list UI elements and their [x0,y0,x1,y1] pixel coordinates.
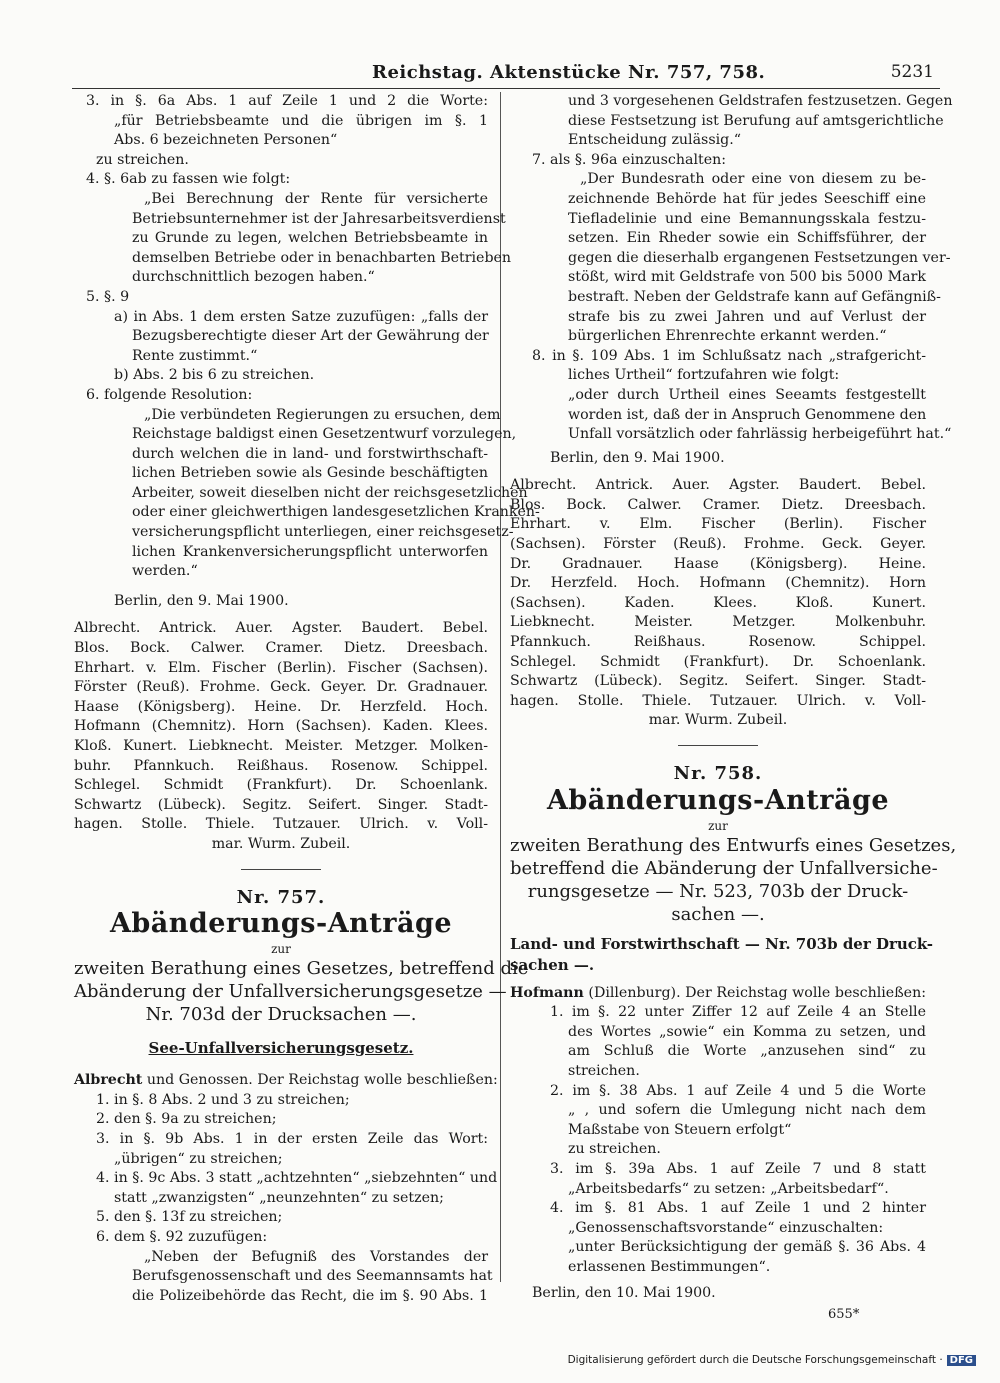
subtitle-line: Nr. 703d der Drucksachen —. [145,1004,417,1026]
nr758-section [510,934,933,976]
text-line: „für Betriebsbeamte und die übrigen im §. 1 [114,112,488,129]
nr758-number: Nr. 758. [673,763,763,784]
text-line: 3. in §. 6a Abs. 1 auf Zeile 1 und 2 die Worte: [86,93,488,109]
text-line: Reichstage baldigst einen Gesetzentwurf vorzulegen, [132,426,517,443]
list-item: „Arbeitsbedarfs“ zu setzen: „Arbeitsbedarf“. [568,1180,889,1197]
text-line: diese Festsetzung ist Berufung auf amtsgerichtliche [568,112,944,129]
digitization-credit [568,1354,976,1366]
text-line: bestraft. Neben der Geldstrafe kann auf Gefängniß- [568,288,941,305]
list-item: 6. dem §. 92 zuzufügen: [96,1228,268,1245]
nr758-intro [510,984,926,1004]
nr757-intro-rest: und Genossen. Der Reichstag wolle beschließen: [142,1072,498,1089]
signatory-line: buhr. Pfannkuch. Reißhaus. Rosenow. Schippel. [74,757,488,774]
column-divider [500,92,501,1282]
text-line: zu Grunde zu legen, welchen Betriebsbeamte in [132,230,488,247]
nr757-intro [74,1071,498,1091]
dfg-logo: DFG [947,1355,976,1366]
subtitle-line: sachen —. [671,903,765,925]
text-line: „Der Bundesrath oder eine von diesem zu be- [580,171,926,188]
list-item: des Wortes „sowie“ ein Komma zu setzen, und [568,1023,926,1040]
text-line: Bezugsberechtigte dieser Art der Gewährung der [132,328,489,345]
list-item: am Schluß die Worte „anzusehen sind“ zu [568,1043,926,1060]
text-line: setzen. Ein Rheder sowie ein Schiffsführer, der [568,230,926,247]
signatory-line: Förster (Reuß). Frohme. Geck. Geyer. Dr. Gradnauer. [74,679,488,696]
text-line: demselben Betriebe oder in benachbarten Betrieben [132,249,512,266]
signatory-line: Schlegel. Schmidt (Frankfurt). Dr. Schoenlank. [510,653,926,670]
text-line: 5. §. 9 [86,288,130,305]
section-line: Land- und Forstwirthschaft — Nr. 703b der Druck- [510,934,933,953]
signatory-line: Albrecht. Antrick. Auer. Agster. Baudert. Bebel. [74,620,488,637]
text-line: Betriebsunternehmer ist der Jahresarbeitsverdienst [132,210,506,227]
right-signatories-last: mar. Wurm. Zubeil. [648,712,788,729]
list-item: 1. im §. 22 unter Ziffer 12 auf Zeile 4 an Stelle [550,1004,926,1021]
signatory-line: hagen. Stolle. Thiele. Tutzauer. Ulrich. v. Voll- [74,816,488,833]
list-item: 3. in §. 9b Abs. 1 in der ersten Zeile das Wort: [96,1130,488,1147]
text-line: stößt, wird mit Geldstrafe von 500 bis 5000 Mark [568,269,926,286]
list-item: Maßstabe von Steuern erfolgt“ [568,1121,792,1138]
left-signatories-last: mar. Wurm. Zubeil. [211,835,351,852]
list-item: 5. den §. 13f zu streichen; [96,1209,283,1226]
nr757-intro-name: Albrecht [74,1072,143,1089]
header-rule [72,88,940,89]
text-line: a) in Abs. 1 dem ersten Satze zuzufügen: „falls der [114,308,488,325]
signatory-line: Dr. Gradnauer. Haase (Königsberg). Heine. [510,555,926,572]
signatory-line: Blos. Bock. Calwer. Cramer. Dietz. Dreesbach. [510,496,926,513]
text-line: Entscheidung zulässig.“ [568,132,741,149]
list-item: „unter Berücksichtigung der gemäß §. 36 Abs. 4 [568,1239,926,1256]
subtitle-line: zweiten Berathung des Entwurfs eines Gesetzes, [510,834,957,856]
signatory-line: Schwartz (Lübeck). Segitz. Seifert. Singer. Stadt- [74,796,488,813]
right-top-items [510,92,953,445]
text-line: oder einer gleichwerthigen landesgesetzlichen Kranken- [132,504,540,521]
text-line: zeichnende Behörde hat für jedes Seeschiff eine [568,190,926,207]
left-column [74,92,540,1306]
text-line: durchschnittlich bezogen haben.“ [132,269,375,286]
list-item: „Genossenschaftsvorstande“ einzuschalten: [568,1219,884,1236]
text-line: b) Abs. 2 bis 6 zu streichen. [114,367,315,384]
signatory-line: Pfannkuch. Reißhaus. Rosenow. Schippel. [510,634,926,651]
nr758-date: Berlin, den 10. Mai 1900. [532,1284,716,1301]
signatory-line: Hofmann (Chemnitz). Horn (Sachsen). Kaden. Klees. [74,718,488,735]
signatory-line: hagen. Stolle. Thiele. Tutzauer. Ulrich. v. Voll- [510,692,926,709]
subtitle-line: zweiten Berathung eines Gesetzes, betreffend die [74,958,529,980]
nr757-subtitle [74,957,529,1026]
signatory-line: Ehrhart. v. Elm. Fischer (Berlin). Fischer [510,516,926,533]
signatory-line: Haase (Königsberg). Heine. Dr. Herzfeld. Hoch. [74,698,488,715]
separator [241,869,321,870]
signatory-line: Schwartz (Lübeck). Segitz. Seifert. Singer. Stadt- [510,673,926,690]
signatory-line: (Sachsen). Kaden. Klees. Kloß. Kunert. [510,594,926,611]
subtitle-line: betreffend die Abänderung der Unfallversiche- [510,857,938,879]
nr757-items [74,1091,498,1307]
nr758-subtitle [510,834,957,926]
list-item: 4. in §. 9c Abs. 3 statt „achtzehnten“ „siebzehnten“ und [96,1170,498,1187]
signatory-line: Dr. Herzfeld. Hoch. Hofmann (Chemnitz). Horn [510,575,926,592]
text-line: versicherungspflicht unterliegen, einer reichsgesetz- [132,524,514,541]
signatory-line: Ehrhart. v. Elm. Fischer (Berlin). Fischer (Sachsen). [74,659,488,676]
nr758-intro-name: Hofmann [510,984,584,1001]
list-item: „übrigen“ zu streichen; [114,1150,283,1167]
left-top-items [74,92,540,582]
text-line: Abs. 6 bezeichneten Personen“ [114,132,338,149]
list-item: Berufsgenossenschaft und des Seemannsamts hat [132,1268,493,1285]
signatory-line: (Sachsen). Förster (Reuß). Frohme. Geck. Geyer. [510,536,926,553]
list-item: 1. in §. 8 Abs. 2 und 3 zu streichen; [96,1091,350,1108]
text-line: „oder durch Urtheil eines Seeamts festgestellt [568,386,926,403]
signatory-line: Kloß. Kunert. Liebknecht. Meister. Metzger. Molken- [74,738,488,754]
list-item: 2. den §. 9a zu streichen; [96,1111,277,1128]
signatory-line: Liebknecht. Meister. Metzger. Molkenbuhr. [510,614,926,631]
list-item: 3. im §. 39a Abs. 1 auf Zeile 7 und 8 statt [550,1160,926,1177]
text-line: Tiefladelinie und eine Bemannungsskala festzu- [568,210,926,227]
credit-text: Digitalisierung gefördert durch die Deutsche Forschungsgemeinschaft · [567,1354,943,1366]
text-line: zu streichen. [96,151,189,168]
header-title: Reichstag. Aktenstücke Nr. 757, 758. [372,62,766,83]
text-line: werden.“ [132,563,198,580]
left-date: Berlin, den 9. Mai 1900. [114,592,289,609]
signatory-line: Blos. Bock. Calwer. Cramer. Dietz. Dreesbach. [74,640,488,657]
list-item: 2. im §. 38 Abs. 1 auf Zeile 4 und 5 die Worte [550,1082,926,1099]
list-item: 4. im §. 81 Abs. 1 auf Zeile 1 und 2 hinter [550,1200,926,1217]
separator [678,745,758,746]
text-line: Rente zustimmt.“ [132,347,258,364]
text-line: Unfall vorsätzlich oder fahrlässig herbeigeführt hat.“ [568,426,952,443]
list-item: statt „zwanzigsten“ „neunzehnten“ zu setzen; [114,1189,444,1206]
text-line: 4. §. 6ab zu fassen wie folgt: [86,171,291,188]
subtitle-line: rungsgesetze — Nr. 523, 703b der Druck- [527,880,909,902]
text-line: lichen Krankenversicherungspflicht unterworfen [132,543,488,560]
nr758-intro-rest: (Dillenburg). Der Reichstag wolle beschließen: [583,984,926,1001]
nr757-zur: zur [271,942,291,957]
text-line: bürgerlichen Ehrenrechte erkannt werden.“ [568,328,887,345]
text-line: Arbeiter, soweit dieselben nicht der reichsgesetzlichen [132,484,528,501]
list-item: zu streichen. [568,1141,661,1158]
page-header [72,62,940,86]
text-line: strafe bis zu zwei Jahren und auf Verlust der [568,308,926,325]
section-line: sachen —. [510,955,595,974]
text-line: gegen die dieserhalb ergangenen Festsetzungen ver- [568,249,951,266]
nr757-section: See-Unfallversicherungsgesetz. [148,1039,414,1058]
nr758-title: Abänderungs-Anträge [546,784,890,816]
signatory-line: Albrecht. Antrick. Auer. Agster. Baudert. Bebel. [510,477,926,494]
nr757-title: Abänderungs-Anträge [109,908,453,940]
text-line: 6. folgende Resolution: [86,386,253,403]
list-item: „ , und sofern die Umlegung nicht nach dem [568,1102,926,1119]
list-item: die Polizeibehörde das Recht, die im §. 90 Abs. 1 [132,1287,488,1304]
nr758-zur: zur [708,818,728,833]
right-date: Berlin, den 9. Mai 1900. [550,449,725,466]
text-line: und 3 vorgesehenen Geldstrafen festzusetzen. Gegen [568,93,953,109]
text-line: „Die verbündeten Regierungen zu ersuchen, dem [144,406,501,423]
text-line: lichen Betrieben sowie als Gesinde beschäftigten [132,465,488,482]
left-signatories [74,619,488,835]
text-line: worden ist, daß der in Anspruch Genommene den [568,406,927,423]
text-line: 8. in §. 109 Abs. 1 im Schlußsatz nach „strafgericht- [532,347,926,364]
list-item: streichen. [568,1062,640,1079]
nr758-items [510,1003,926,1277]
subtitle-line: Abänderung der Unfallversicherungsgesetze — [74,981,507,1003]
text-line: liches Urtheil“ fortzufahren wie folgt: [568,367,840,384]
text-line: „Bei Berechnung der Rente für versicherte [144,190,488,207]
list-item: „Neben der Befugniß des Vorstandes der [144,1248,488,1265]
text-line: 7. als §. 96a einzuschalten: [532,151,727,168]
list-item: erlassenen Bestimmungen“. [568,1258,771,1275]
sheet-number: 655* [828,1307,860,1322]
right-signatories [510,476,926,711]
signatory-line: Schlegel. Schmidt (Frankfurt). Dr. Schoenlank. [74,777,488,794]
page-number: 5231 [890,62,934,82]
right-column [510,92,957,1303]
nr757-number: Nr. 757. [236,886,326,908]
text-line: durch welchen die in land- und forstwirthschaft- [132,445,488,462]
